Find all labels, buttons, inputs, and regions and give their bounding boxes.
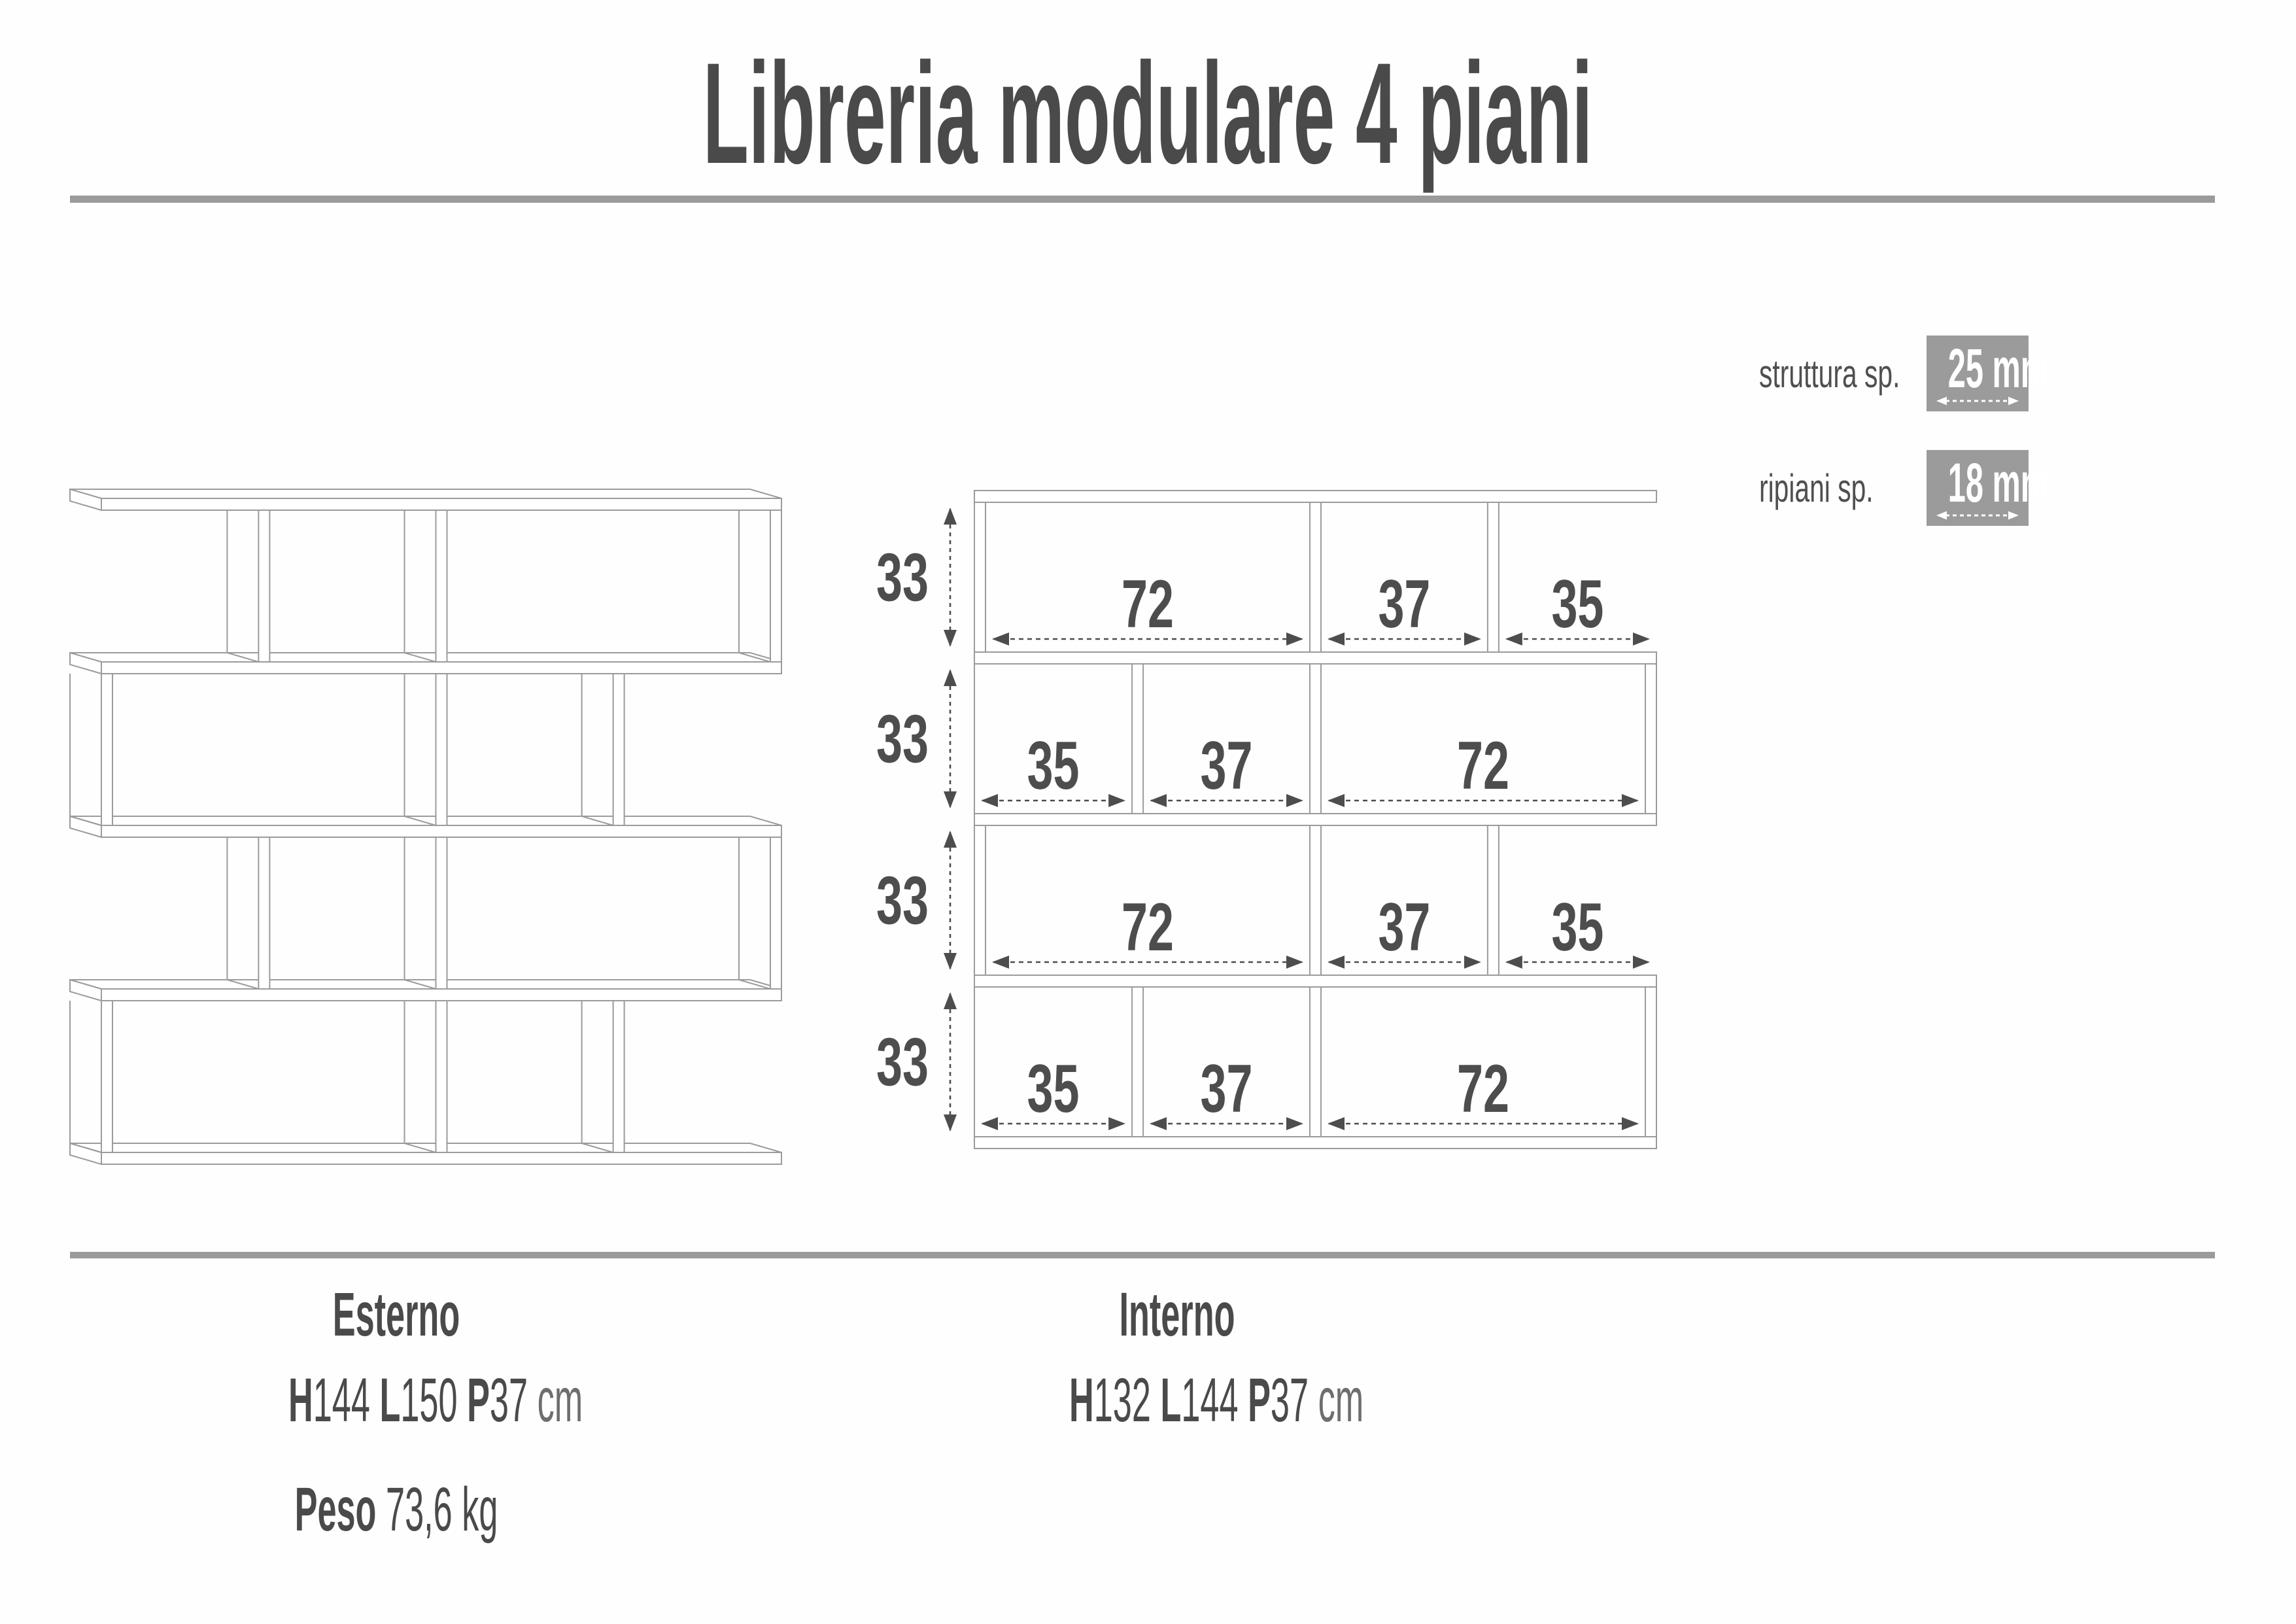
row-height-label: 33 [876,863,929,939]
cell-width-label: 37 [1378,566,1431,642]
width-arrow-icon [1934,509,2021,522]
cell-width-label: 37 [1200,1051,1253,1127]
interno-dimensions-block [1069,1279,1364,1436]
interno-unit: cm [1318,1366,1364,1435]
interno-title: Interno [1119,1280,1235,1349]
ripiani-spec-value: 18 mm [1947,452,2049,513]
cell-width-label: 35 [1027,728,1080,804]
esterno-dimensions-block [288,1279,583,1546]
peso-row [288,1474,504,1546]
title-divider-line [70,196,2215,203]
esterno-title: Esterno [332,1280,460,1349]
interno-l-key: L [1160,1366,1182,1435]
row-height-label: 33 [876,540,929,616]
cell-width-label: 72 [1457,1051,1509,1127]
bookshelf-3d-drawing [39,458,811,1190]
struttura-spec-value: 25 mm [1947,337,2049,399]
page-title-wrap [0,34,2296,192]
esterno-h-key: H [288,1366,313,1435]
interno-h-key: H [1069,1366,1094,1435]
cell-width-label: 35 [1551,566,1604,642]
esterno-p-value: 37 [489,1366,528,1435]
esterno-h-value: 144 [313,1366,370,1435]
row-height-label: 33 [876,701,929,778]
interno-h-value: 132 [1093,1366,1151,1435]
cell-width-label: 72 [1122,890,1174,965]
cell-width-label: 37 [1200,728,1253,804]
interno-l-value: 144 [1181,1366,1239,1435]
struttura-spec-badge [1927,336,2049,411]
interno-p-value: 37 [1270,1366,1309,1435]
cell-width-label: 35 [1027,1051,1080,1127]
row-height-label: 33 [876,1024,929,1101]
struttura-spec-label: struttura sp. [1759,351,1900,396]
ripiani-spec-badge [1927,450,2049,526]
cell-width-label: 72 [1122,566,1174,642]
peso-label: Peso [294,1475,377,1544]
width-arrow-icon [1934,394,2021,407]
esterno-l-value: 150 [400,1366,458,1435]
cell-width-label: 37 [1378,890,1431,965]
esterno-unit: cm [537,1366,583,1435]
interno-dimensions [1069,1365,1364,1436]
cell-width-label: 35 [1551,890,1604,965]
page-title: Libreria modulare 4 piani [703,33,1593,194]
peso-value: 73,6 kg [386,1475,498,1544]
footer-divider-line [70,1252,2215,1258]
esterno-p-key: P [467,1366,490,1435]
interno-p-key: P [1248,1366,1271,1435]
cell-width-label: 72 [1457,728,1509,804]
esterno-l-key: L [379,1366,401,1435]
ripiani-spec-label: ripiani sp. [1759,466,1874,510]
esterno-dimensions [288,1365,583,1436]
interno-dimension-diagram [876,458,1726,1158]
